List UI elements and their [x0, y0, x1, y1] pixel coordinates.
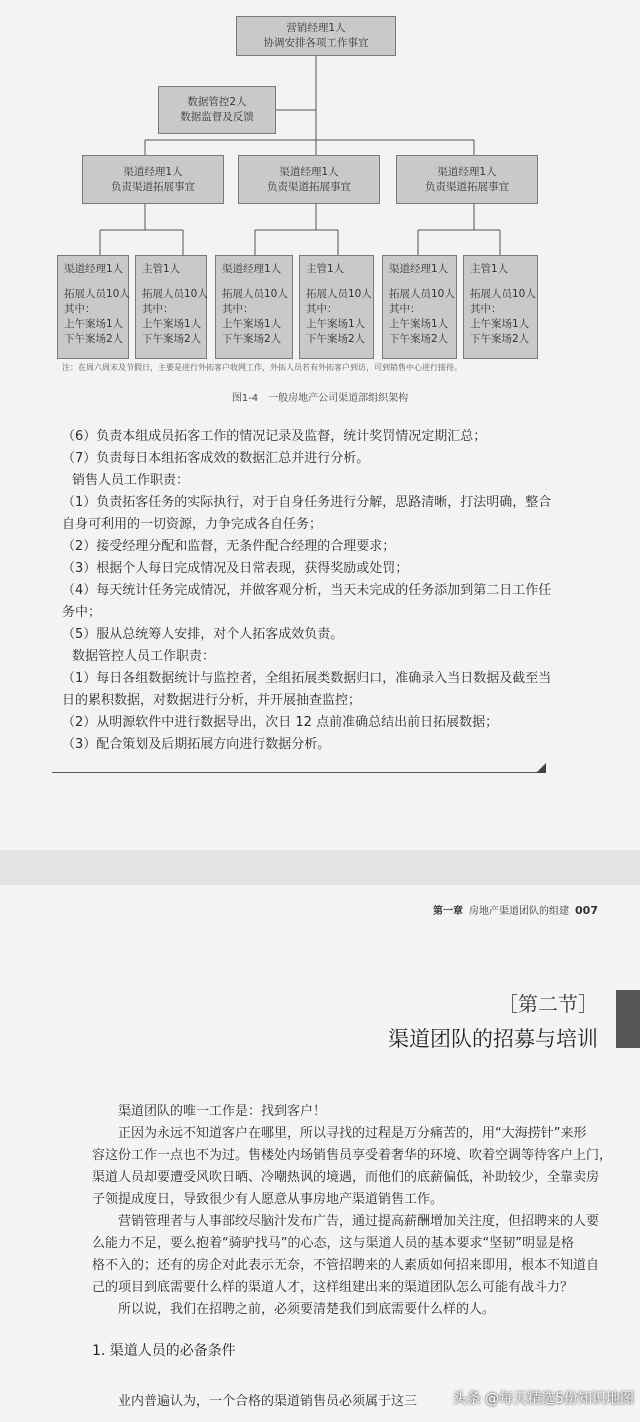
org-node-team: 主管1人 拓展人员10人 其中： 上午案场1人 下午案场2人: [135, 255, 207, 359]
text-line: 务中；: [62, 605, 102, 620]
chart-footnote: 注：在周六周末及节假日，主要是进行外拓客户收网工作，外拓人员若有外拓客户到访，可到销售中心进行接待。: [62, 363, 462, 372]
text-line: （7）负责每日本组拓客成效的数据汇总并进行分析。: [62, 451, 370, 466]
text-line: （2）接受经理分配和监督，无条件配合经理的合理要求；: [62, 539, 396, 554]
running-header: [433, 902, 598, 917]
text-line: （2）从明源软件中进行数据导出，次日 12 点前准确总结出前日拓展数据；: [62, 715, 499, 730]
text-line: 渠道团队的唯一工作是：找到客户！: [118, 1104, 327, 1119]
text-line: 己的项目到底需要什么样的渠道人才，这样组建出来的渠道团队怎么可能有战斗力？: [92, 1280, 574, 1295]
body-text-page2: [92, 1101, 612, 1321]
page-gap: [0, 850, 640, 885]
text-line: 正因为永远不知道客户在哪里，所以寻找的过程是万分痛苦的，用“大海捞针”来形: [118, 1126, 587, 1141]
text-line: 业内普遍认为，一个合格的渠道销售员必须属于这三: [118, 1394, 418, 1409]
org-node-team: 渠道经理1人 拓展人员10人 其中： 上午案场1人 下午案场2人: [382, 255, 457, 359]
figure-caption: 图1-4 一般房地产公司渠道部组织架构: [231, 393, 409, 404]
org-node-channel-manager: 渠道经理1人 负责渠道拓展事宜: [82, 155, 224, 204]
org-node-data-control: 数据管控2人 数据监督及反馈: [158, 86, 276, 134]
text-line: 营销管理者与人事部绞尽脑汁发布广告，通过提高薪酬增加关注度，但招聘来的人要: [118, 1214, 600, 1229]
text-line: 格不入的；还有的房企对此表示无奈，不管招聘来的人素质如何招来即用，根本不知道自: [92, 1258, 600, 1273]
text-line: 容这份工作一点也不为过。售楼处内场销售员享受着奢华的环境、吹着空调等待客户上门，: [92, 1148, 613, 1163]
org-node-team: 渠道经理1人 拓展人员10人 其中： 上午案场1人 下午案场2人: [57, 255, 129, 359]
text-line: （5）服从总统筹人安排，对个人拓客成效负责。: [62, 627, 344, 642]
page-bottom-rule: [52, 772, 546, 773]
text-line: 销售人员工作职责：: [72, 473, 190, 488]
text-line: （4）每天统计任务完成情况，并做客观分析，当天未完成的任务添加到第二日工作任: [62, 583, 552, 598]
watermark: 头条 @每天精选5份知识地图: [452, 1391, 634, 1407]
text-line: （1）每日各组数据统计与监控者，全组拓展类数据归口，准确录入当日数据及截至当: [62, 671, 552, 686]
org-node-channel-manager: 渠道经理1人 负责渠道拓展事宜: [238, 155, 380, 204]
body-text-page1: [62, 426, 562, 756]
chapter-title: 房地产渠道团队的组建: [469, 906, 570, 917]
subsection-heading: 1. 渠道人员的必备条件: [92, 1343, 236, 1359]
text-line: 自身可利用的一切资源，力争完成各自任务；: [62, 517, 323, 532]
page-corner-mark: [536, 763, 546, 773]
org-node-marketing-manager: 营销经理1人 协调安排各项工作事宜: [236, 16, 396, 56]
book-page-bottom: [0, 885, 640, 1422]
text-line: 子领提成度日，导致很少有人愿意从事房地产渠道销售工作。: [92, 1192, 444, 1207]
org-node-channel-manager: 渠道经理1人 负责渠道拓展事宜: [396, 155, 538, 204]
text-line: （3）配合策划及后期拓展方向进行数据分析。: [62, 737, 331, 752]
chapter-tab-marker: [616, 990, 640, 1048]
org-chart: [0, 0, 640, 370]
text-line: 数据管控人员工作职责：: [72, 649, 216, 664]
text-line: 所以说，我们在招聘之前，必须要清楚我们到底需要什么样的人。: [118, 1302, 496, 1317]
text-line: （3）根据个人每日完成情况及日常表现，获得奖励或处罚；: [62, 561, 409, 576]
section-title: 渠道团队的招募与培训: [388, 1027, 598, 1051]
org-node-team: 主管1人 拓展人员10人 其中： 上午案场1人 下午案场2人: [299, 255, 374, 359]
text-line: 渠道人员却要遭受风吹日晒、冷嘲热讽的境遇，而他们的底薪偏低，补助较少，全靠卖房: [92, 1170, 600, 1185]
chapter-label: 第一章: [433, 906, 464, 917]
text-line: （1）负责拓客任务的实际执行，对于自身任务进行分解，思路清晰，打法明确，整合: [62, 495, 552, 510]
text-line: （6）负责本组成员拓客工作的情况记录及监督，统计奖罚情况定期汇总；: [62, 429, 487, 444]
text-line: 么能力不足，要么抱着“骑驴找马”的心态，这与渠道人员的基本要求“坚韧”明显是格: [92, 1236, 574, 1251]
text-line: 日的累积数据，对数据进行分析，并开展抽查监控；: [62, 693, 362, 708]
page-number: 007: [575, 904, 598, 917]
org-node-team: 主管1人 拓展人员10人 其中： 上午案场1人 下午案场2人: [463, 255, 538, 359]
org-node-team: 渠道经理1人 拓展人员10人 其中： 上午案场1人 下午案场2人: [215, 255, 293, 359]
section-label: ［第二节］: [498, 992, 598, 1016]
